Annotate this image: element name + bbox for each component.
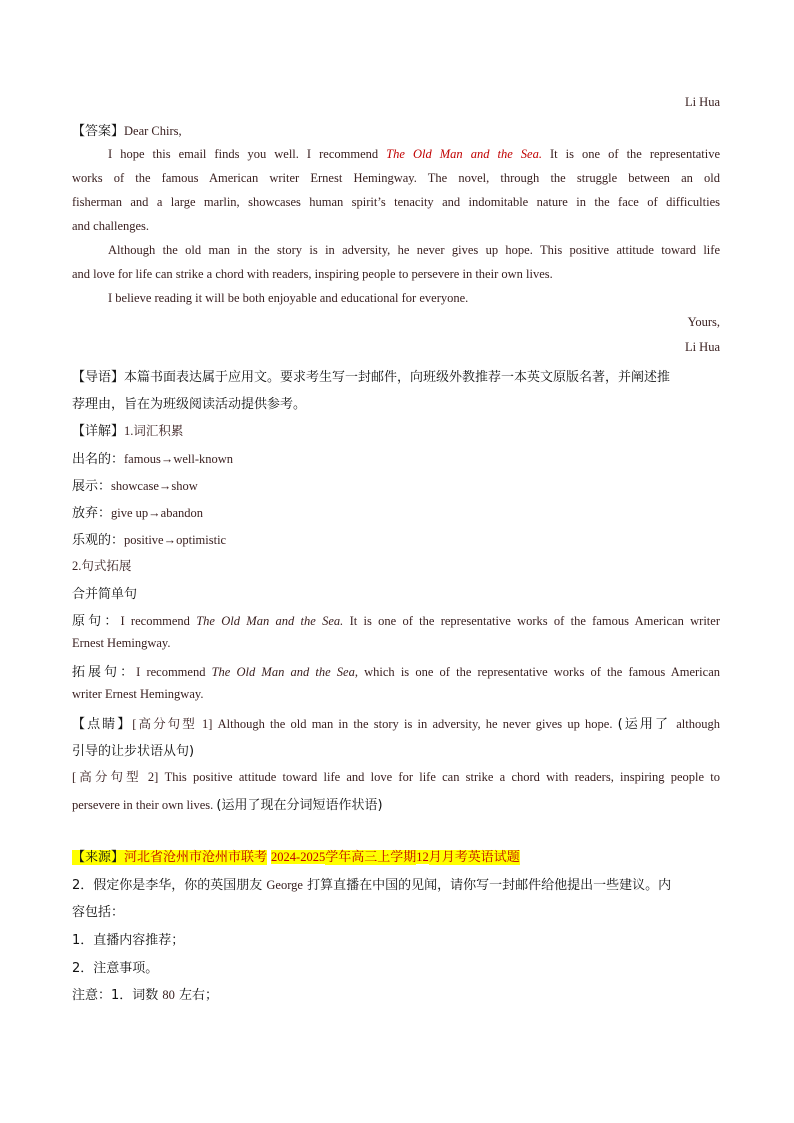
high-score-sentence-2: [高分句型 2] This positive attitude toward life and love for life can strike a chord with readers, inspiring people to [72,770,720,784]
high-score-sentence-1: 【点睛】[高分句型 1] Although the old man in the story is in adversity, he never gives up hope. (运用了 although [72,717,720,732]
question-line2: 容包括： [72,905,125,920]
guide-line1: 【导语】本篇书面表达属于应用文。要求考生写一封邮件，向班级外教推荐一本英文原版名著，并阐述推 [72,370,671,385]
original-sentence: 原句：I recommend The Old Man and the Sea. It is one of the representative works of the famous American writer [72,614,720,629]
vocab-item: 乐观的：positive→optimistic [72,533,227,548]
answer-p2-line1: Although the old man in the story is in adversity, he never gives up hope. This positive attitude toward life [108,243,720,257]
extended-sentence: 拓展句：I recommend The Old Man and the Sea, which is one of the representative works of the famous American [72,665,721,680]
book-title: The Old Man and the Sea. [386,147,542,161]
answer-tag: 【答案】 [72,124,125,139]
guide-tag: 【导语】 [72,370,125,385]
question-item-1: 1．直播内容推荐； [72,933,185,948]
vocab-item: 出名的：famous→well-known [72,452,234,467]
answer-p2-line2: and love for life can strike a chord with readers, inspiring people to persevere in their own lives. [72,267,553,281]
guide-line2: 荐理由，旨在为班级阅读活动提供参考。 [72,397,307,412]
source-line: 【来源】河北省沧州市沧州市联考 2024-2025学年高三上学期12月月考英语试题 [72,850,520,865]
sentence-heading: 2.句式拓展 [72,559,132,573]
detail-heading: 【详解】1.词汇积累 [72,424,184,439]
closing: Yours, [687,315,720,329]
question-note: 注意：1．词数 80 左右； [72,988,219,1003]
merge-heading: 合并简单句 [72,587,138,602]
original-sentence-line2: Ernest Hemingway. [72,636,171,650]
points-tag: 【点睛】 [72,717,133,732]
extended-sentence-line2: writer Ernest Hemingway. [72,687,204,701]
answer-p1-line2: works of the famous American writer Ernest Hemingway. The novel, through the struggle between an old [72,171,720,185]
greeting: Dear Chirs, [124,124,182,138]
question-item-2: 2．注意事项。 [72,961,159,976]
source-tag: 【来源】 [72,850,125,865]
answer-p1-line1: I hope this email finds you well. I recommend The Old Man and the Sea. It is one of the representative [108,147,720,161]
detail-tag: 【详解】 [72,424,125,439]
answer-p1-line3: fisherman and a large marlin, showcases human spirit’s tenacity and indomitable nature in the face of difficulties [72,195,720,209]
prev-signature: Li Hua [684,95,720,109]
question-line1: 2．假定你是李华，你的英国朋友 George 打算直播在中国的见闻，请你写一封邮件给他提出一些建议。内 [72,878,672,893]
answer-greeting-line [72,120,720,139]
answer-p1-line4: and challenges. [72,219,150,233]
high-score-sentence-2-line2: persevere in their own lives. (运用了现在分词短语作状语) [72,798,383,813]
vocab-item: 放弃：give up→abandon [72,506,204,521]
signature: Li Hua [684,340,720,354]
vocab-item: 展示：showcase→show [72,479,198,494]
high-score-sentence-1-note: 引导的让步状语从句) [72,744,195,759]
answer-p3-line1: I believe reading it will be both enjoyable and educational for everyone. [108,291,469,305]
